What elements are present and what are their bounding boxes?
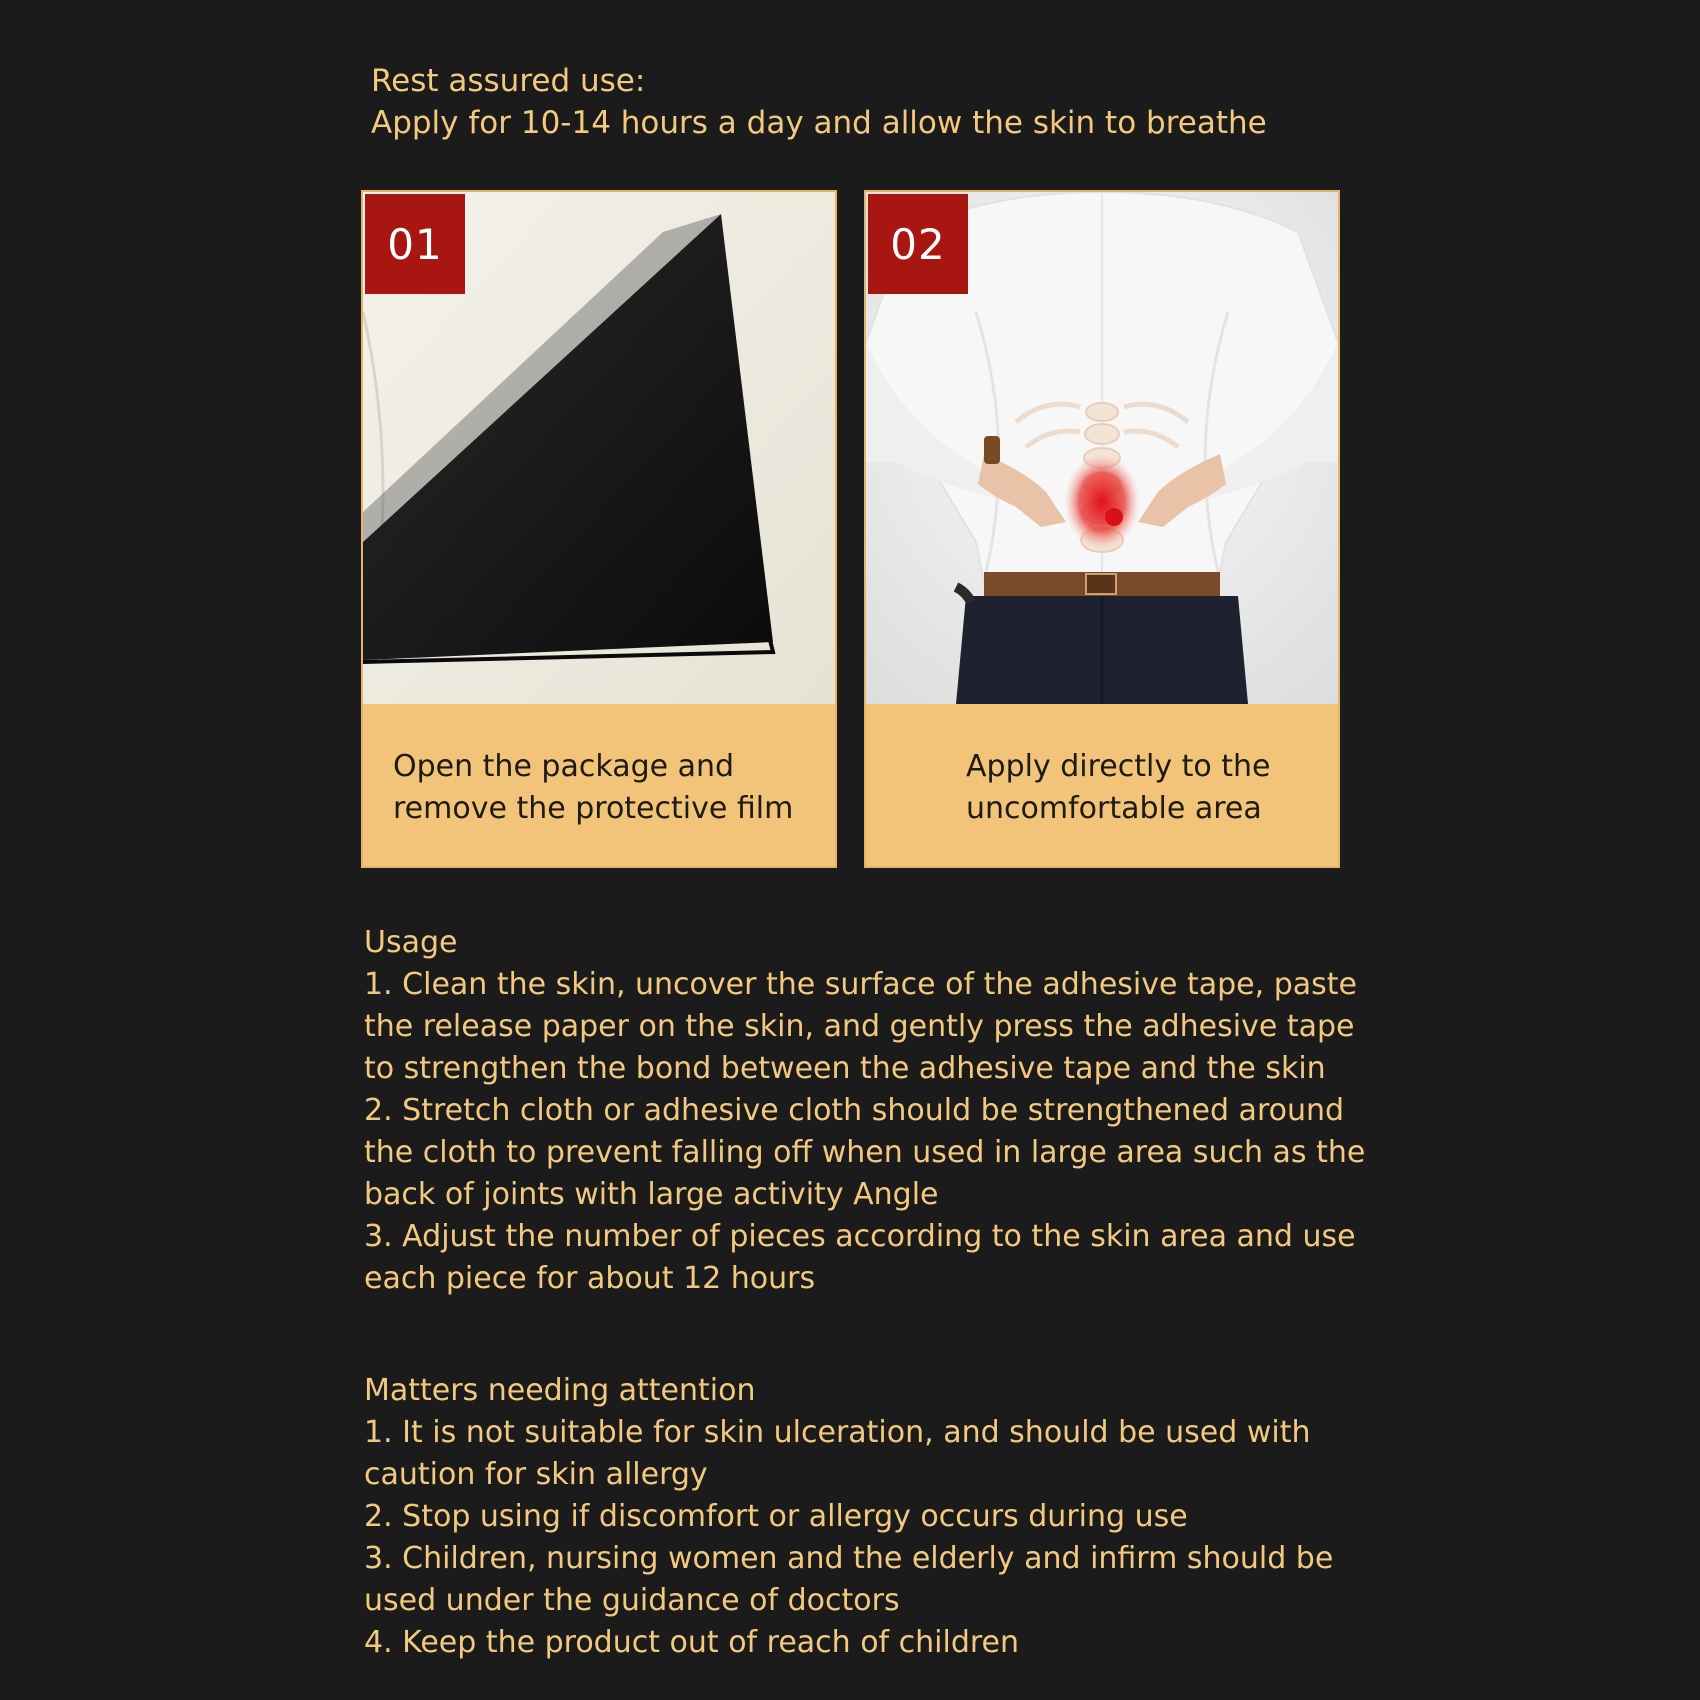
step-caption: Apply directly to the uncomfortable area xyxy=(966,749,1271,826)
usage-line: 2. Stretch cloth or adhesive cloth should be strengthened around xyxy=(364,1093,1345,1128)
step-number-badge: 02 xyxy=(868,194,968,294)
step-card-2 xyxy=(864,190,1340,868)
usage-section xyxy=(364,922,1365,1300)
step-number-badge: 01 xyxy=(365,194,465,294)
step-caption: Open the package and remove the protective film xyxy=(393,749,794,826)
attention-line: caution for skin allergy xyxy=(364,1457,708,1492)
usage-line: 1. Clean the skin, uncover the surface of the adhesive tape, paste xyxy=(364,967,1357,1002)
intro-block xyxy=(371,60,1267,144)
intro-text: Apply for 10-14 hours a day and allow the skin to breathe xyxy=(371,105,1267,141)
usage-line: the release paper on the skin, and gently press the adhesive tape xyxy=(364,1009,1355,1044)
usage-line: 3. Adjust the number of pieces according to the skin area and use xyxy=(364,1219,1356,1254)
usage-line: back of joints with large activity Angle xyxy=(364,1177,939,1212)
step-card-1 xyxy=(361,190,837,868)
usage-line: each piece for about 12 hours xyxy=(364,1261,816,1296)
usage-heading: Usage xyxy=(364,925,458,960)
attention-heading: Matters needing attention xyxy=(364,1373,756,1408)
attention-line: 4. Keep the product out of reach of children xyxy=(364,1625,1020,1660)
attention-line: 3. Children, nursing women and the elderly and infirm should be xyxy=(364,1541,1334,1576)
attention-section xyxy=(364,1370,1333,1664)
attention-line: 2. Stop using if discomfort or allergy occurs during use xyxy=(364,1499,1188,1534)
attention-line: 1. It is not suitable for skin ulceration, and should be used with xyxy=(364,1415,1311,1450)
usage-line: to strengthen the bond between the adhesive tape and the skin xyxy=(364,1051,1326,1086)
intro-heading: Rest assured use: xyxy=(371,63,646,99)
attention-line: used under the guidance of doctors xyxy=(364,1583,900,1618)
usage-line: the cloth to prevent falling off when used in large area such as the xyxy=(364,1135,1366,1170)
